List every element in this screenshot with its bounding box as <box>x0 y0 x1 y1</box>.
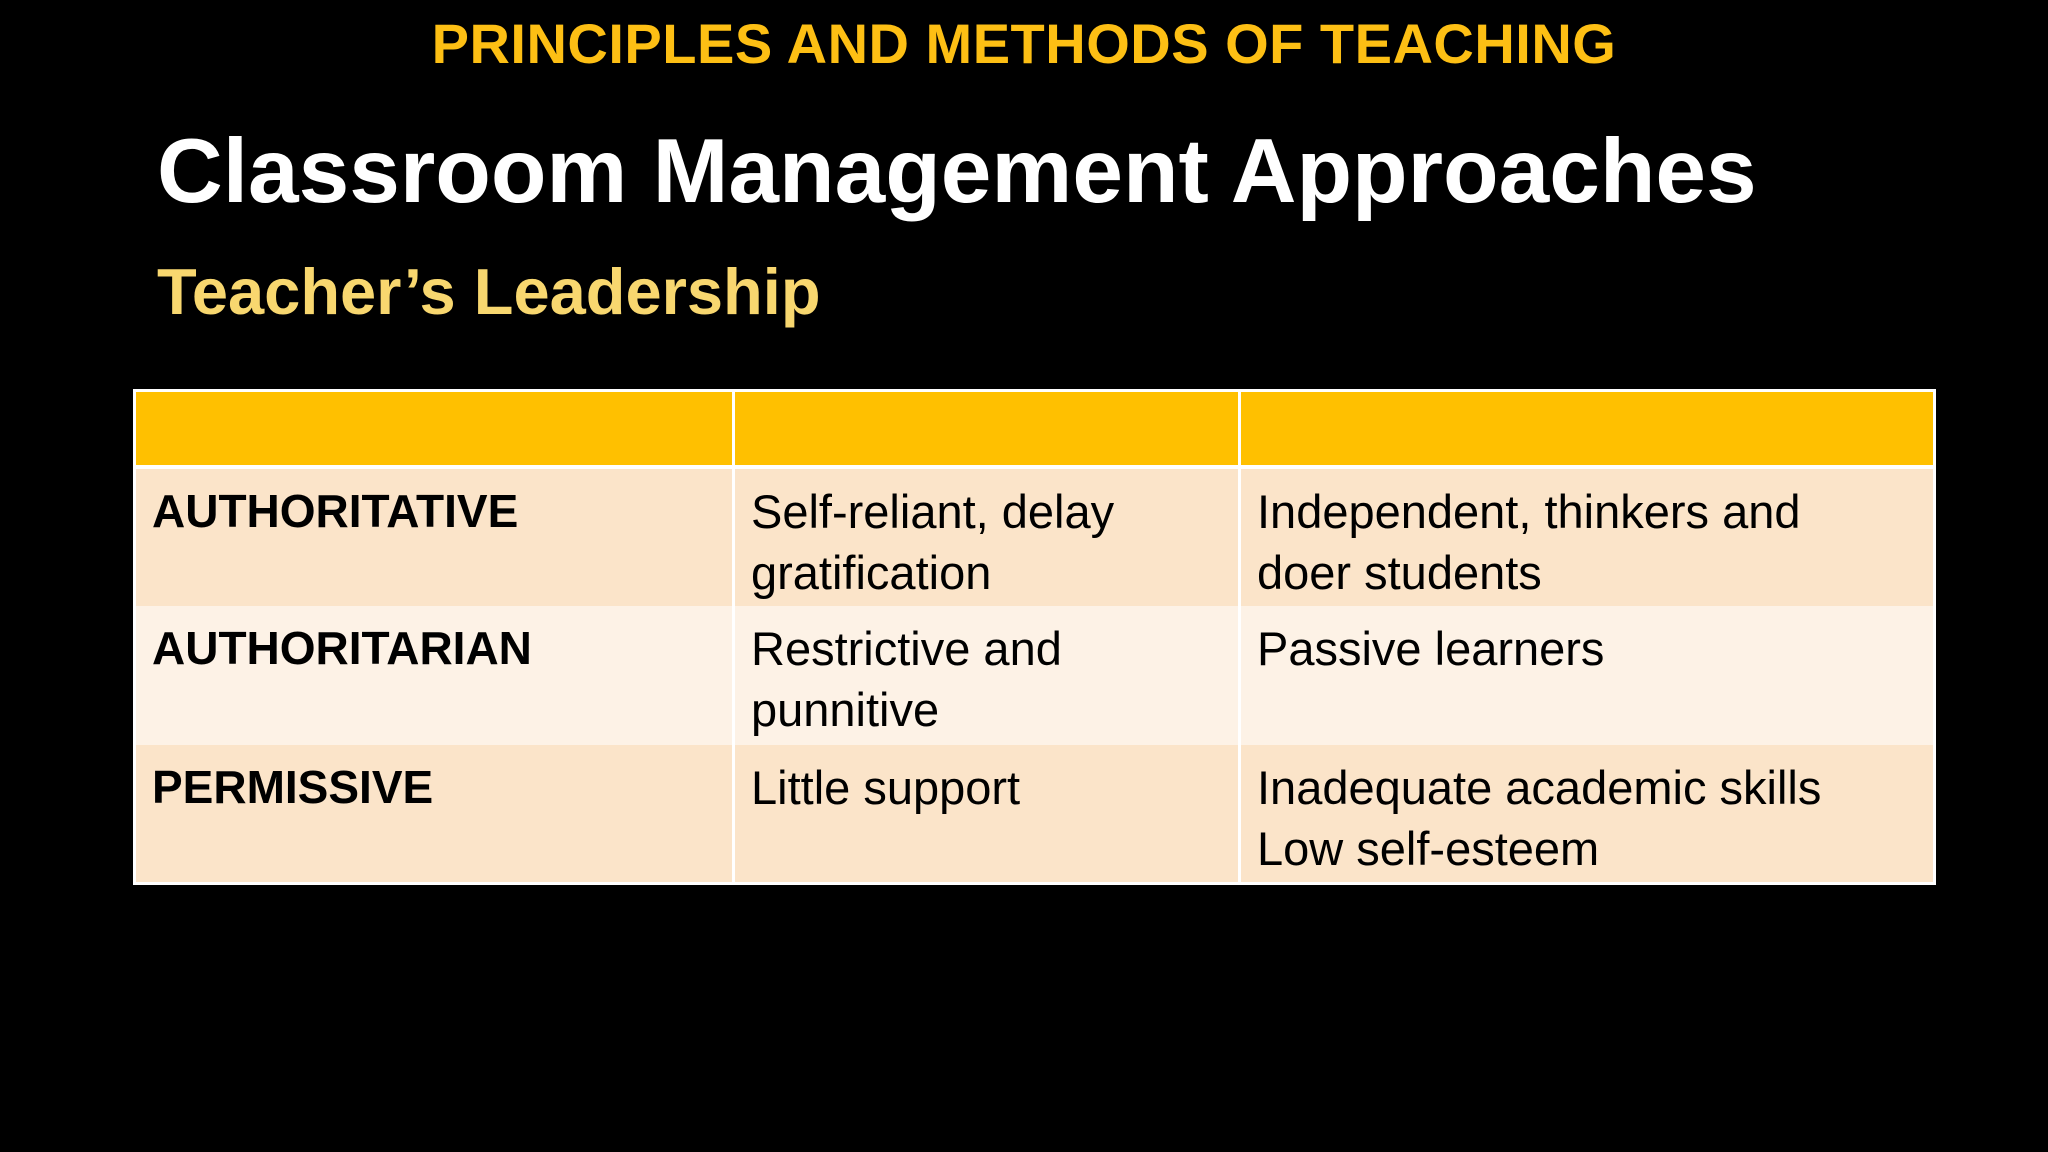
leadership-style-cell <box>135 745 734 884</box>
leadership-style-cell <box>135 467 734 606</box>
outcome-cell <box>1240 467 1935 606</box>
cell-line: Passive learners <box>1257 621 1605 675</box>
table-row <box>135 467 1935 606</box>
cell-line: punnitive <box>751 682 940 736</box>
leadership-table <box>133 389 1936 885</box>
cell-line: Self-reliant, delay <box>751 484 1115 538</box>
cell-line: doer students <box>1257 545 1542 599</box>
cell-line: Restrictive and <box>751 621 1062 675</box>
leadership-table-container <box>133 389 1933 885</box>
student-trait-cell <box>734 606 1240 745</box>
cell-line: Low self-esteem <box>1257 821 1600 875</box>
slide-subtitle: Teacher’s Leadership <box>157 255 821 328</box>
cell-line: Inadequate academic skills <box>1257 760 1822 814</box>
cell-line: Independent, thinkers and <box>1257 484 1801 538</box>
leadership-style-label: AUTHORITATIVE <box>152 484 519 537</box>
leadership-style-cell <box>135 606 734 745</box>
table-header-cell <box>734 391 1240 467</box>
slide-title: Classroom Management Approaches <box>157 121 1757 222</box>
course-title: PRINCIPLES AND METHODS OF TEACHING <box>431 12 1617 75</box>
outcome-cell <box>1240 745 1935 884</box>
student-trait-cell <box>734 467 1240 606</box>
leadership-style-label: PERMISSIVE <box>152 760 434 813</box>
outcome-cell <box>1240 606 1935 745</box>
table-row <box>135 606 1935 745</box>
student-trait-cell <box>734 745 1240 884</box>
table-header-cell <box>1240 391 1935 467</box>
table-header-cell <box>135 391 734 467</box>
table-header-row <box>135 391 1935 467</box>
cell-line: Little support <box>751 760 1021 814</box>
table-row <box>135 745 1935 884</box>
cell-line: gratification <box>751 545 992 599</box>
leadership-style-label: AUTHORITARIAN <box>152 621 532 674</box>
